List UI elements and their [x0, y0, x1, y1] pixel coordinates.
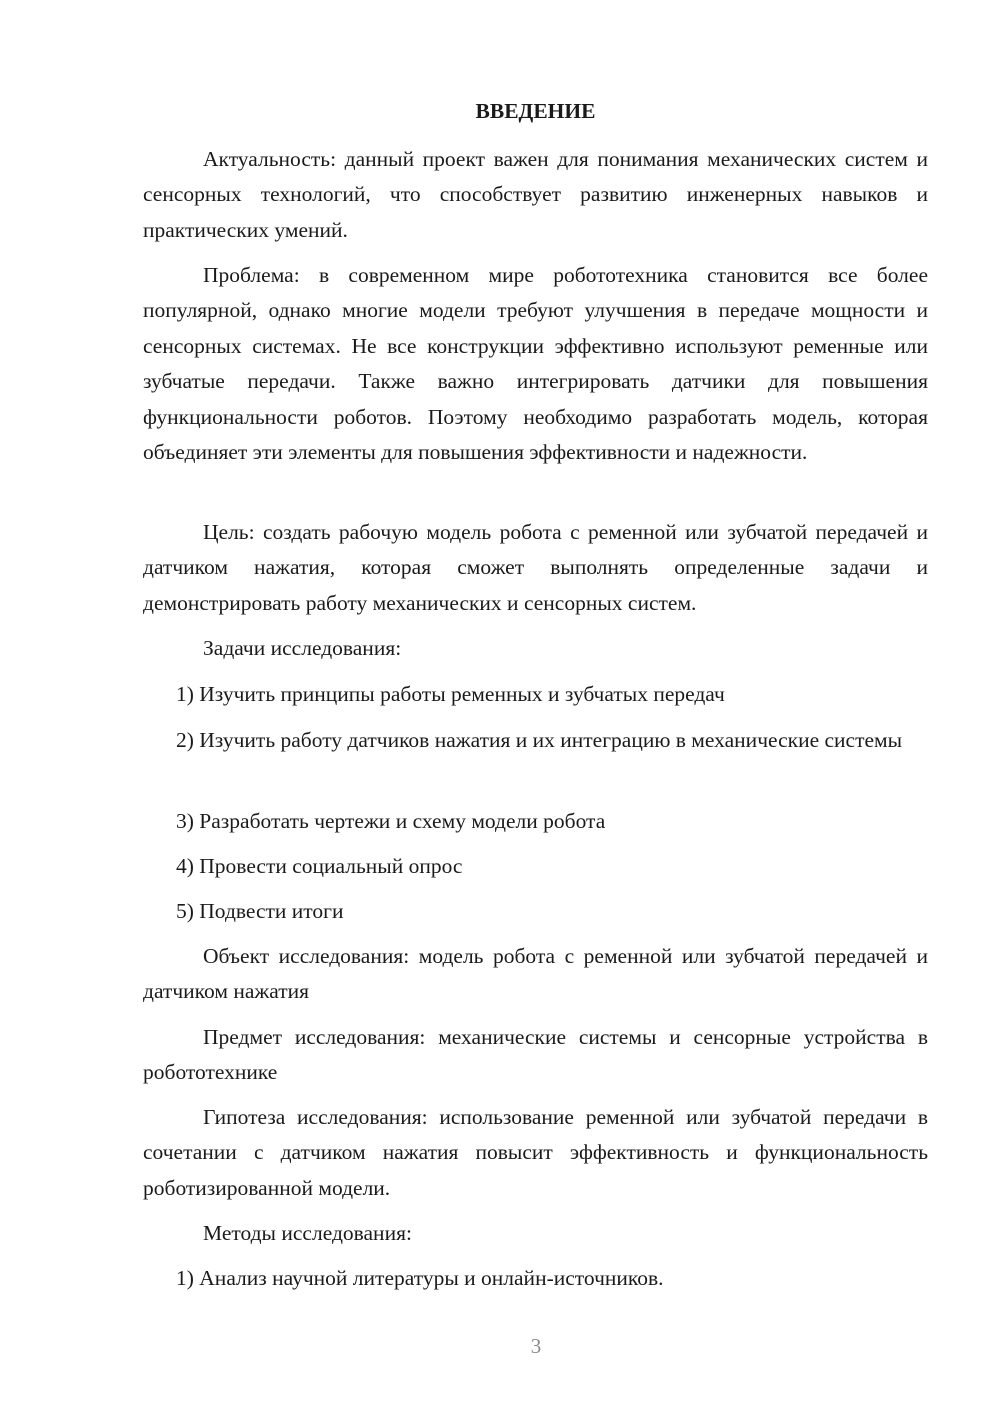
method-item: 1) Анализ научной литературы и онлайн-источников. [176, 1266, 664, 1290]
paragraph-hypothesis: Гипотеза исследования: использование ременной или зубчатой передачи в сочетании с датчиком нажатия повысит эффективность и функциональность роботизированной модели. [143, 1105, 928, 1200]
paragraph-goal: Цель: создать рабочую модель робота с ременной или зубчатой передачей и датчиком нажатия, которая сможет выполнять определенные задачи и демонстрировать работу механических и сенсорных систем. [143, 520, 928, 615]
task-item: 3) Разработать чертежи и схему модели робота [176, 809, 606, 833]
paragraph-relevance: Актуальность: данный проект важен для понимания механических систем и сенсорных технологий, что способствует развитию инженерных навыков и практических умений. [143, 147, 928, 242]
task-item: 2) Изучить работу датчиков нажатия и их интеграцию в механические системы [176, 728, 903, 752]
task-item: 1) Изучить принципы работы ременных и зубчатых передач [176, 682, 725, 706]
paragraph-object: Объект исследования: модель робота с ременной или зубчатой передачей и датчиком нажатия [143, 944, 928, 1004]
paragraph-subject: Предмет исследования: механические системы и сенсорные устройства в робототехнике [143, 1025, 928, 1085]
task-item: 5) Подвести итоги [176, 899, 344, 923]
paragraph-problem: Проблема: в современном мире робототехника становится все более популярной, однако многие модели требуют улучшения в передаче мощности и сенсорных системах. Не все конструкции эффективно используют ременные или зубчатые передачи. Также важно интегрировать датчики для повышения функциональности роботов. Поэтому необходимо разработать модель, которая объединяет эти элементы для повышения эффективности и надежности. [143, 263, 928, 465]
section-heading: ВВЕДЕНИЕ [475, 99, 596, 123]
methods-title: Методы исследования: [203, 1221, 412, 1245]
task-item: 4) Провести социальный опрос [176, 854, 463, 878]
page-number: 3 [530, 1334, 542, 1358]
tasks-title: Задачи исследования: [203, 636, 402, 660]
